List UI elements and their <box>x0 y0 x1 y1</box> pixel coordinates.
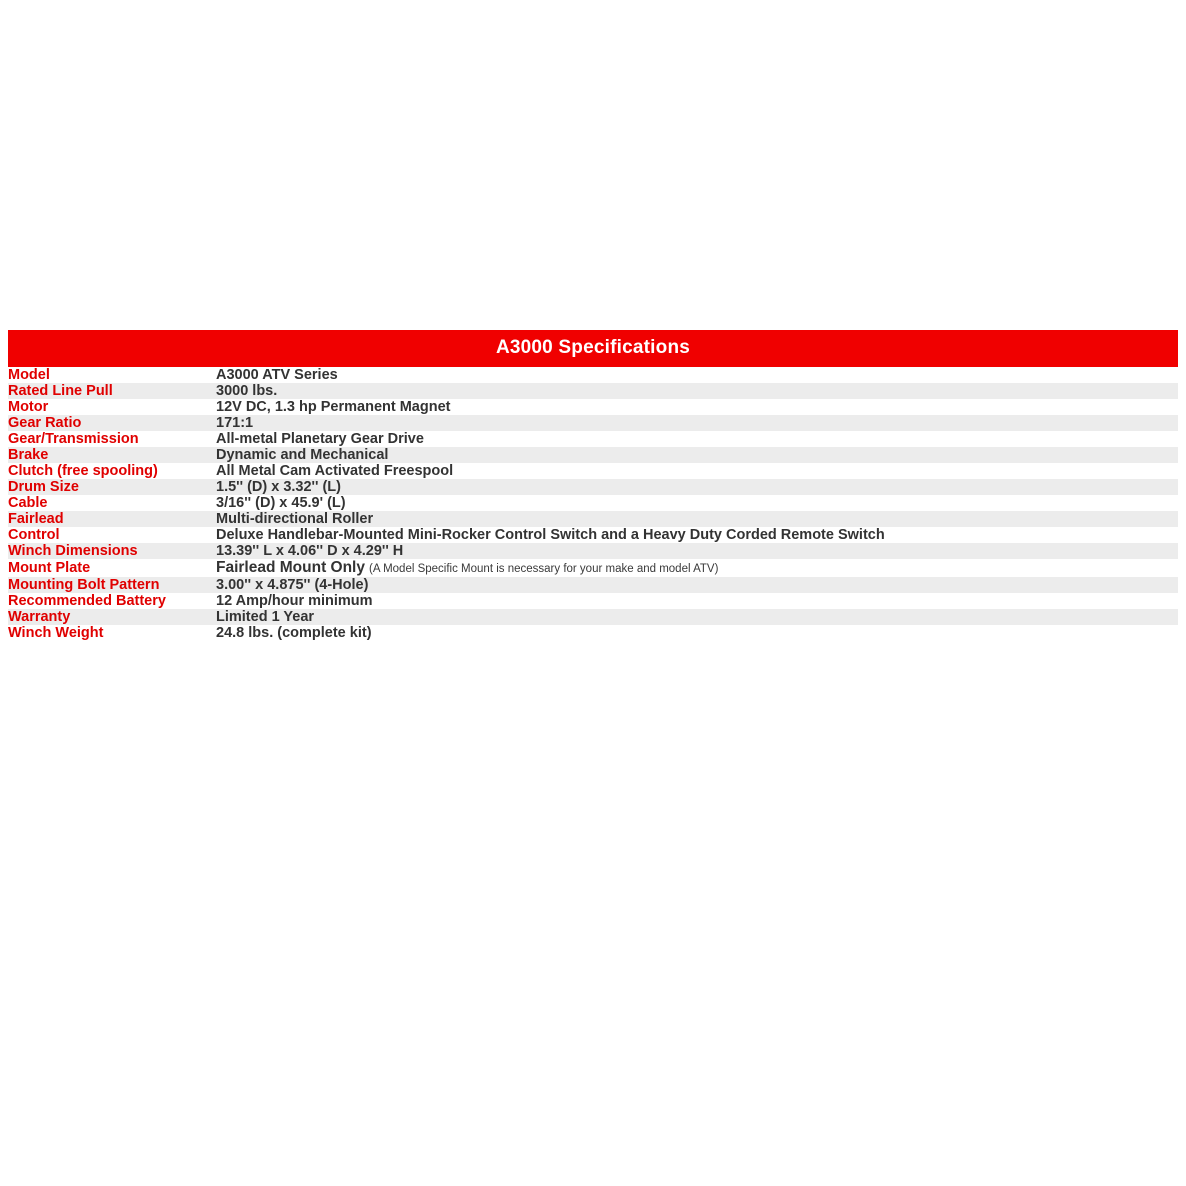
table-row <box>8 431 1178 447</box>
table-row <box>8 367 1178 383</box>
spec-value-text: Limited 1 Year <box>216 609 315 625</box>
spec-label: Fairlead <box>8 511 216 527</box>
spec-value <box>216 399 1178 415</box>
spec-value-text: 3.00'' x 4.875'' (4-Hole) <box>216 577 369 593</box>
spec-value-text: 3/16'' (D) x 45.9' (L) <box>216 495 346 511</box>
table-row <box>8 479 1178 495</box>
spec-value-text: A3000 ATV Series <box>216 367 338 383</box>
spec-value-text: Fairlead Mount Only <box>216 559 365 576</box>
spec-label: Winch Dimensions <box>8 543 216 559</box>
spec-value <box>216 593 1178 609</box>
spec-label: Motor <box>8 399 216 415</box>
spec-value-text: Deluxe Handlebar-Mounted Mini-Rocker Control Switch and a Heavy Duty Corded Remote Switch <box>216 527 885 543</box>
spec-value <box>216 447 1178 463</box>
table-row <box>8 447 1178 463</box>
spec-value-text: 12V DC, 1.3 hp Permanent Magnet <box>216 399 451 415</box>
table-row <box>8 527 1178 543</box>
spec-label: Drum Size <box>8 479 216 495</box>
spec-value-text: All Metal Cam Activated Freespool <box>216 463 454 479</box>
table-row <box>8 463 1178 479</box>
spec-label: Cable <box>8 495 216 511</box>
table-row <box>8 495 1178 511</box>
table-row <box>8 511 1178 527</box>
spec-value <box>216 431 1178 447</box>
spec-label: Clutch (free spooling) <box>8 463 216 479</box>
spec-label: Mounting Bolt Pattern <box>8 577 216 593</box>
spec-value <box>216 625 1178 641</box>
spec-value <box>216 527 1178 543</box>
spec-value-text: Dynamic and Mechanical <box>216 447 389 463</box>
spec-value-text: 171:1 <box>216 415 254 431</box>
spec-value <box>216 543 1178 559</box>
spec-label: Model <box>8 367 216 383</box>
spec-label: Control <box>8 527 216 543</box>
spec-label: Winch Weight <box>8 625 216 641</box>
spec-value-text: All-metal Planetary Gear Drive <box>216 431 424 447</box>
table-row <box>8 609 1178 625</box>
table-row <box>8 415 1178 431</box>
spec-value <box>216 511 1178 527</box>
table-row <box>8 625 1178 641</box>
spec-value <box>216 609 1178 625</box>
spec-value <box>216 415 1178 431</box>
specifications-table-body <box>8 367 1178 641</box>
spec-label: Recommended Battery <box>8 593 216 609</box>
spec-value-text: 12 Amp/hour minimum <box>216 593 373 609</box>
spec-value <box>216 559 1178 577</box>
table-row <box>8 593 1178 609</box>
table-row <box>8 399 1178 415</box>
spec-label: Mount Plate <box>8 559 216 577</box>
table-row <box>8 543 1178 559</box>
spec-value-text: 1.5'' (D) x 3.32'' (L) <box>216 479 341 495</box>
spec-value <box>216 479 1178 495</box>
spec-value <box>216 367 1178 383</box>
table-row <box>8 383 1178 399</box>
spec-label: Brake <box>8 447 216 463</box>
spec-value-text: 24.8 lbs. (complete kit) <box>216 625 372 641</box>
spec-value <box>216 383 1178 399</box>
specifications-panel <box>8 330 1178 641</box>
page-title: A3000 Specifications <box>8 330 1178 367</box>
spec-value <box>216 495 1178 511</box>
specifications-table <box>8 367 1178 641</box>
table-row <box>8 559 1178 577</box>
spec-value <box>216 577 1178 593</box>
spec-label: Rated Line Pull <box>8 383 216 399</box>
spec-label: Gear Ratio <box>8 415 216 431</box>
spec-label: Gear/Transmission <box>8 431 216 447</box>
spec-value <box>216 463 1178 479</box>
spec-label: Warranty <box>8 609 216 625</box>
spec-value-note: (A Model Specific Mount is necessary for your make and model ATV) <box>369 563 719 575</box>
spec-value-text: 13.39'' L x 4.06'' D x 4.29'' H <box>216 543 404 559</box>
spec-value-text: Multi-directional Roller <box>216 511 374 527</box>
table-row <box>8 577 1178 593</box>
spec-value-text: 3000 lbs. <box>216 383 278 399</box>
